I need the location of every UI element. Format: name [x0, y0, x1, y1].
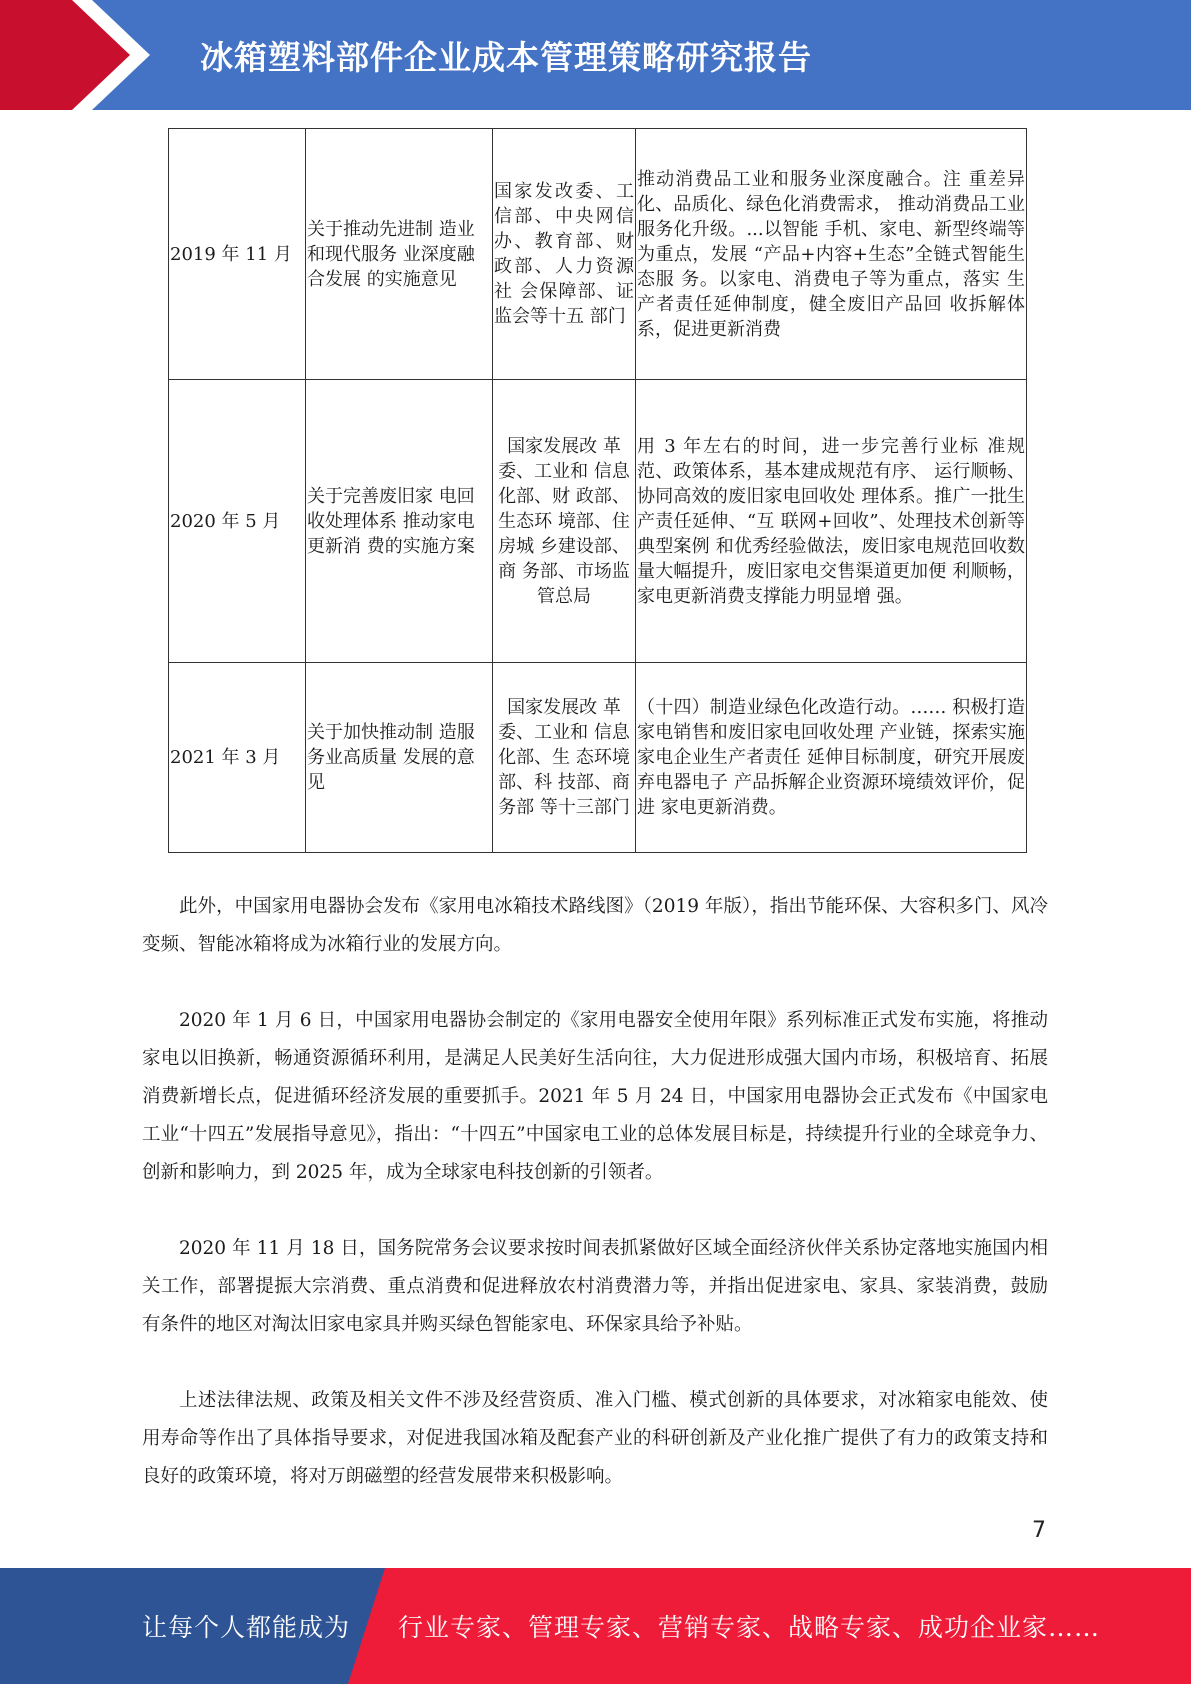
policy-title: 关于加快推动制 造服务业高质量 发展的意见	[306, 663, 493, 853]
policy-content: 用 3 年左右的时间，进一步完善行业标 准规范、政策体系，基本建成规范有序、 运行顺畅、协同高效的废旧家电回收处 理体系。推广一批生产责任延伸、“互 联网+回收”、处理技术创新等典型案例 和优秀经验做法，废旧家电规范回收数 量大幅提升，废旧家电交售渠道更加便 利顺畅，家电更新消费支撑能力明显增 强。	[636, 380, 1027, 663]
paragraph: 2020 年 11 月 18 日，国务院常务会议要求按时间表抓紧做好区域全面经济伙伴关系协定落地实施国内相关工作，部署提振大宗消费、重点消费和促进释放农村消费潜力等，并指出促进家电、家具、家装消费，鼓励有条件的地区对淘汰旧家电家具并购买绿色智能家电、环保家具给予补贴。	[142, 1238, 1048, 1335]
header-chevron-icon	[0, 0, 150, 110]
paragraph: 2020 年 1 月 6 日，中国家用电器协会制定的《家用电器安全使用年限》系列标准正式发布实施，将推动家电以旧换新，畅通资源循环利用，是满足人民美好生活向往，大力促进形成强大国内市场，积极培育、拓展消费新增长点，促进循环经济发展的重要抓手。2021 年 5 月 24 日，中国家用电器协会正式发布《中国家电工业“十四五”发展指导意见》，指出：“十四五”中国家电工业的总体发展目标是，持续提升行业的全球竞争力、创新和影响力，到 2025 年，成为全球家电科技创新的引领者。	[142, 1010, 1048, 1183]
paragraph: 上述法律法规、政策及相关文件不涉及经营资质、准入门槛、模式创新的具体要求，对冰箱家电能效、使用寿命等作出了具体指导要求，对促进我国冰箱及配套产业的科研创新及产业化推广提供了有力的政策支持和良好的政策环境，将对万朗磁塑的经营发展带来积极影响。	[142, 1390, 1048, 1487]
policy-department: 国家发展改 革委、工业和 信息化部、生 态环境部、科 技部、商务部 等十三部门	[493, 663, 636, 853]
footer-slogan-right: 行业专家、管理专家、营销专家、战略专家、成功企业家……	[398, 1613, 1101, 1642]
page-footer	[0, 1568, 1191, 1684]
page-number: 7	[1032, 1518, 1046, 1543]
paragraph: 此外，中国家用电器协会发布《家用电冰箱技术路线图》（2019 年版），指出节能环保、大容积多门、风冷变频、智能冰箱将成为冰箱行业的发展方向。	[142, 896, 1048, 955]
page-header	[0, 0, 1191, 110]
policy-date: 2021 年 3 月	[169, 663, 306, 853]
policy-title: 关于完善废旧家 电回收处理体系 推动家电更新消 费的实施方案	[306, 380, 493, 663]
policy-title: 关于推动先进制 造业和现代服务 业深度融合发展 的实施意见	[306, 129, 493, 380]
body-text	[142, 888, 1048, 1534]
policy-date: 2019 年 11 月	[169, 129, 306, 380]
policy-table	[168, 128, 1027, 853]
table-row	[169, 380, 1027, 663]
policy-date: 2020 年 5 月	[169, 380, 306, 663]
policy-content: （十四）制造业绿色化改造行动。…… 积极打造家电销售和废旧家电回收处理 产业链，探索实施家电企业生产者责任 延伸目标制度，研究开展废弃电器电子 产品拆解企业资源环境绩效评价，促进 家电更新消费。	[636, 663, 1027, 853]
report-title: 冰箱塑料部件企业成本管理策略研究报告	[200, 37, 812, 77]
policy-department: 国家发改委、工信部、中央网信办、教育部、财政部、人力资源社 会保障部、证 监会等十五 部门	[493, 129, 636, 380]
table-row	[169, 663, 1027, 853]
footer-slogan-left: 让每个人都能成为	[142, 1613, 351, 1642]
policy-content: 推动消费品工业和服务业深度融合。注 重差异化、品质化、绿色化消费需求， 推动消费品工业服务化升级。...以智能 手机、家电、新型终端等为重点，发展 “产品+内容+生态”全链式智能生态服 务。以家电、消费电子等为重点，落实 生产者责任延伸制度，健全废旧产品回 收拆解体系，促进更新消费	[636, 129, 1027, 380]
policy-department: 国家发展改 革委、工业和 信息化部、财 政部、生态环 境部、住房城 乡建设部、商 务部、市场监 管总局	[493, 380, 636, 663]
table-row	[169, 129, 1027, 380]
